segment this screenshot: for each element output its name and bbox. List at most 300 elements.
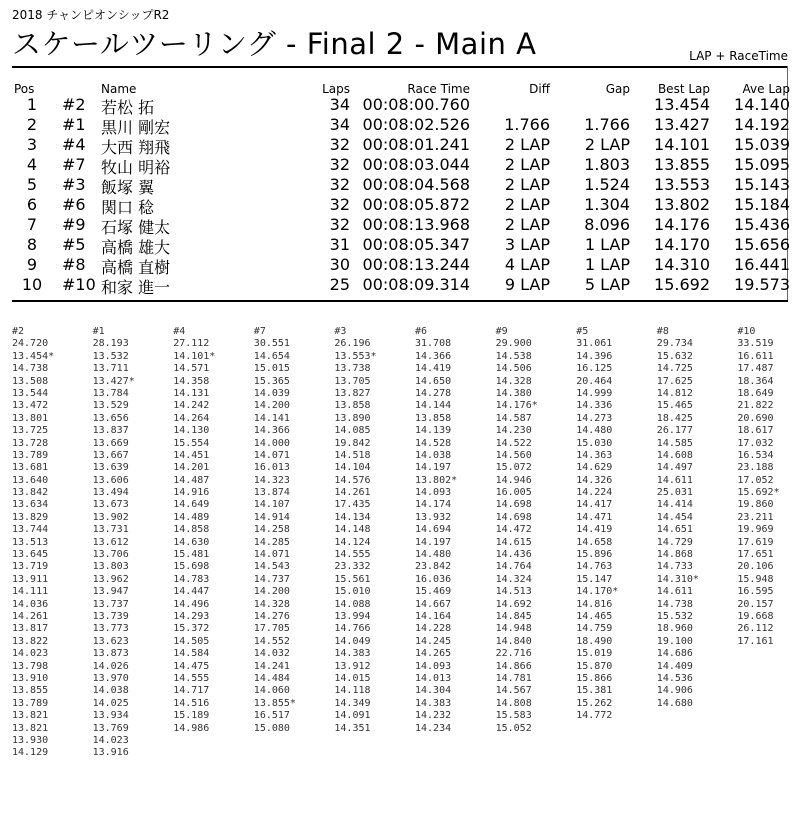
cell-car-number: #2 (62, 95, 86, 114)
lap-time: 18.649 (737, 387, 774, 399)
lap-time: 15.189 (173, 710, 210, 722)
lap-time: 15.372 (173, 623, 210, 635)
lap-time: 23.332 (334, 561, 371, 573)
cell-laps: 32 (329, 215, 350, 234)
lap-time: 14.480 (415, 549, 452, 561)
lap-time: 14.812 (656, 387, 693, 399)
lap-time: 14.759 (576, 623, 613, 635)
lap-time: 14.484 (253, 672, 290, 684)
cell-car-number: #1 (62, 115, 86, 134)
lap-time: 13.930 (12, 734, 49, 746)
lap-time: 13.855 (12, 685, 49, 697)
lap-time: 14.197 (415, 462, 452, 474)
lap-time: 13.817 (12, 623, 49, 635)
lap-time: 15.052 (495, 722, 532, 734)
lap-time: 33.519 (737, 338, 774, 350)
lap-time: 14.230 (495, 425, 532, 437)
lap-column (496, 326, 576, 735)
lap-time: 13.916 (92, 747, 129, 759)
lap-time: 14.658 (576, 536, 613, 548)
table-row (0, 215, 800, 235)
lap-time: 14.611 (656, 474, 693, 486)
lap-time: 14.986 (173, 722, 210, 734)
lap-time: 14.528 (415, 437, 452, 449)
lap-time: 14.107 (253, 499, 290, 511)
lap-time: 14.383 (415, 697, 452, 709)
cell-car-number: #6 (62, 195, 86, 214)
lap-time: 13.494 (92, 487, 129, 499)
lap-time: 14.285 (253, 536, 290, 548)
cell-race-time: 00:08:00.760 (362, 95, 470, 114)
lap-time: 14.584 (173, 648, 210, 660)
lap-time: 26.196 (334, 338, 371, 350)
lap-time: 14.351 (334, 722, 371, 734)
lap-column-car: #4 (173, 326, 186, 337)
lap-time: 14.176* (495, 400, 538, 412)
lap-time: 14.516 (173, 697, 210, 709)
lap-time: 14.013 (415, 672, 452, 684)
lap-time: 15.481 (173, 549, 210, 561)
lap-time: 14.129 (12, 747, 49, 759)
lap-time: 14.513 (495, 586, 532, 598)
lap-time: 13.789 (12, 697, 49, 709)
lap-time: 14.039 (253, 387, 290, 399)
cell-race-time: 00:08:13.968 (362, 215, 470, 234)
lap-time: 13.532 (92, 350, 129, 362)
lap-time: 14.200 (253, 586, 290, 598)
lap-time: 13.837 (92, 425, 129, 437)
lap-time: 14.310* (656, 573, 699, 585)
cell-ave-lap: 15.656 (734, 235, 790, 254)
cell-diff: 2 LAP (504, 175, 550, 194)
lap-time: 15.080 (253, 722, 290, 734)
lap-time: 15.870 (576, 660, 613, 672)
lap-time: 13.902 (92, 511, 129, 523)
lap-time: 14.698 (495, 499, 532, 511)
lap-time: 15.465 (656, 400, 693, 412)
cell-pos: 9 (26, 255, 38, 274)
table-row (0, 115, 800, 135)
cell-gap: 1 LAP (584, 255, 630, 274)
lap-time: 14.232 (415, 710, 452, 722)
lap-time: 14.358 (173, 375, 210, 387)
lap-time: 14.124 (334, 536, 371, 548)
cell-best-lap: 13.427 (654, 115, 710, 134)
lap-time: 14.139 (415, 425, 452, 437)
lap-time: 13.970 (92, 672, 129, 684)
lap-time: 18.425 (656, 412, 693, 424)
lap-time: 17.705 (253, 623, 290, 635)
cell-race-time: 00:08:01.241 (362, 135, 470, 154)
table-row (0, 275, 800, 295)
lap-time: 14.224 (576, 487, 613, 499)
cell-gap: 2 LAP (584, 135, 630, 154)
lap-time: 14.916 (173, 487, 210, 499)
lap-time: 16.013 (253, 462, 290, 474)
lap-time: 13.858 (415, 412, 452, 424)
lap-time: 14.032 (253, 648, 290, 660)
lap-column (576, 326, 656, 723)
cell-best-lap: 14.176 (654, 215, 710, 234)
lap-time: 29.734 (656, 338, 693, 350)
cell-car-number: #4 (62, 135, 86, 154)
lap-time: 14.038 (415, 449, 452, 461)
lap-time: 13.711 (92, 363, 129, 375)
lap-time: 29.900 (495, 338, 532, 350)
lap-time: 14.451 (173, 449, 210, 461)
lap-time: 14.436 (495, 549, 532, 561)
lap-time: 14.419 (415, 363, 452, 375)
lap-time: 14.170* (576, 586, 619, 598)
cell-best-lap: 14.170 (654, 235, 710, 254)
lap-time: 15.010 (334, 586, 371, 598)
lap-column-car: #6 (415, 326, 428, 337)
lap-time: 14.698 (495, 511, 532, 523)
lap-time: 14.630 (173, 536, 210, 548)
lap-time: 14.273 (576, 412, 613, 424)
lap-time: 13.802* (415, 474, 458, 486)
lap-time: 14.245 (415, 635, 452, 647)
cell-diff: 9 LAP (504, 275, 550, 294)
cell-laps: 32 (329, 195, 350, 214)
lap-time: 14.650 (415, 375, 452, 387)
lap-time: 14.772 (576, 710, 613, 722)
lap-time: 14.781 (495, 672, 532, 684)
table-row (0, 155, 800, 175)
lap-time: 13.705 (334, 375, 371, 387)
cell-pos: 1 (26, 95, 38, 114)
lap-time: 17.435 (334, 499, 371, 511)
cell-ave-lap: 14.140 (734, 95, 790, 114)
lap-time: 13.706 (92, 549, 129, 561)
lap-time: 14.692 (495, 598, 532, 610)
lap-time: 17.651 (737, 549, 774, 561)
lap-time: 14.808 (495, 697, 532, 709)
lap-time: 14.543 (253, 561, 290, 573)
lap-column-car: #8 (656, 326, 669, 337)
lap-time: 13.738 (334, 363, 371, 375)
lap-time: 27.112 (173, 338, 210, 350)
lap-time: 23.188 (737, 462, 774, 474)
cell-race-time: 00:08:02.526 (362, 115, 470, 134)
cell-pos: 2 (26, 115, 38, 134)
lap-time: 14.264 (173, 412, 210, 424)
lap-time: 13.829 (12, 511, 49, 523)
lap-time: 13.508 (12, 375, 49, 387)
lap-time: 14.085 (334, 425, 371, 437)
lap-time: 16.595 (737, 586, 774, 598)
cell-gap: 8.096 (584, 215, 630, 234)
cell-best-lap: 14.310 (654, 255, 710, 274)
header-name: Name (101, 82, 137, 96)
lap-time: 13.911 (12, 573, 49, 585)
lap-time: 14.763 (576, 561, 613, 573)
lap-time: 13.855* (253, 697, 296, 709)
lap-column (254, 326, 334, 735)
lap-time: 18.960 (656, 623, 693, 635)
lap-time: 14.866 (495, 660, 532, 672)
lap-time: 15.015 (253, 363, 290, 375)
lap-time: 19.100 (656, 635, 693, 647)
lap-time: 13.725 (12, 425, 49, 437)
lap-time: 13.719 (12, 561, 49, 573)
header-pos: Pos (14, 82, 35, 96)
lap-time: 14.555 (334, 549, 371, 561)
lap-time: 14.417 (576, 499, 613, 511)
lap-time: 14.999 (576, 387, 613, 399)
lap-time: 13.801 (12, 412, 49, 424)
lap-time: 14.023 (92, 734, 129, 746)
lap-time: 14.134 (334, 511, 371, 523)
header-ave-lap: Ave Lap (742, 82, 790, 96)
cell-best-lap: 14.101 (654, 135, 710, 154)
lap-time: 18.490 (576, 635, 613, 647)
report-type-label: LAP + RaceTime (689, 49, 788, 63)
header-race-time: Race Time (407, 82, 470, 96)
table-row (0, 175, 800, 195)
lap-time: 14.026 (92, 660, 129, 672)
cell-diff: 4 LAP (504, 255, 550, 274)
cell-driver-name: 若松 拓 (101, 98, 155, 117)
lap-time: 13.798 (12, 660, 49, 672)
lap-time: 15.469 (415, 586, 452, 598)
lap-time: 14.323 (253, 474, 290, 486)
lap-time: 14.475 (173, 660, 210, 672)
lap-time: 14.858 (173, 524, 210, 536)
lap-time: 14.585 (656, 437, 693, 449)
table-row (0, 255, 800, 275)
lap-time: 14.091 (334, 710, 371, 722)
lap-time: 14.228 (415, 623, 452, 635)
lap-time: 14.487 (173, 474, 210, 486)
lap-time: 14.465 (576, 610, 613, 622)
lap-time: 14.118 (334, 685, 371, 697)
lap-time: 14.326 (576, 474, 613, 486)
lap-time: 15.019 (576, 648, 613, 660)
lap-time: 15.948 (737, 573, 774, 585)
lap-time: 17.625 (656, 375, 693, 387)
lap-time: 15.866 (576, 672, 613, 684)
lap-column-car: #9 (495, 326, 508, 337)
lap-time: 14.071 (253, 449, 290, 461)
lap-time: 15.262 (576, 697, 613, 709)
lap-time: 19.969 (737, 524, 774, 536)
lap-time: 13.873 (92, 648, 129, 660)
lap-time: 23.842 (415, 561, 452, 573)
lap-time: 13.553* (334, 350, 377, 362)
lap-column-car: #10 (737, 326, 756, 337)
lap-time: 24.720 (12, 338, 49, 350)
lap-time: 14.738 (656, 598, 693, 610)
lap-time: 20.157 (737, 598, 774, 610)
lap-time: 14.141 (253, 412, 290, 424)
lap-time: 14.536 (656, 672, 693, 684)
lap-time: 14.328 (253, 598, 290, 610)
lap-time: 13.731 (92, 524, 129, 536)
lap-time: 14.197 (415, 536, 452, 548)
lap-time: 13.769 (92, 722, 129, 734)
cell-gap: 1.766 (584, 115, 630, 134)
lap-time: 14.015 (334, 672, 371, 684)
lap-time: 14.472 (495, 524, 532, 536)
cell-ave-lap: 15.095 (734, 155, 790, 174)
header-laps: Laps (322, 82, 350, 96)
lap-time: 18.364 (737, 375, 774, 387)
cell-ave-lap: 15.039 (734, 135, 790, 154)
lap-time: 19.860 (737, 499, 774, 511)
lap-time: 14.667 (415, 598, 452, 610)
lap-time: 14.587 (495, 412, 532, 424)
lap-time: 14.101* (173, 350, 216, 362)
cell-diff: 2 LAP (504, 195, 550, 214)
lap-time: 23.211 (737, 511, 774, 523)
lap-time: 14.522 (495, 437, 532, 449)
lap-time: 14.845 (495, 610, 532, 622)
lap-time: 14.000 (253, 437, 290, 449)
cell-laps: 34 (329, 95, 350, 114)
cell-best-lap: 13.802 (654, 195, 710, 214)
lap-time: 14.611 (656, 586, 693, 598)
lap-time: 13.454* (12, 350, 55, 362)
lap-time: 13.947 (92, 586, 129, 598)
cell-driver-name: 石塚 健太 (101, 218, 171, 237)
lap-time: 13.827 (334, 387, 371, 399)
lap-time: 16.517 (253, 710, 290, 722)
lap-time: 14.496 (173, 598, 210, 610)
lap-column (334, 326, 414, 735)
lap-time: 13.634 (12, 499, 49, 511)
cell-car-number: #5 (62, 235, 86, 254)
lap-time: 14.576 (334, 474, 371, 486)
cell-race-time: 00:08:13.244 (362, 255, 470, 274)
cell-laps: 32 (329, 175, 350, 194)
cell-race-time: 00:08:04.568 (362, 175, 470, 194)
lap-time: 19.842 (334, 437, 371, 449)
lap-time: 14.560 (495, 449, 532, 461)
lap-time: 14.036 (12, 598, 49, 610)
table-top-rule (12, 66, 788, 68)
lap-time: 18.617 (737, 425, 774, 437)
lap-time: 14.948 (495, 623, 532, 635)
cell-diff: 1.766 (504, 115, 550, 134)
lap-time: 13.656 (92, 412, 129, 424)
lap-time: 14.555 (173, 672, 210, 684)
table-row (0, 195, 800, 215)
lap-column (173, 326, 253, 735)
cell-laps: 30 (329, 255, 350, 274)
cell-pos: 5 (26, 175, 38, 194)
lap-time: 16.125 (576, 363, 613, 375)
lap-time: 31.708 (415, 338, 452, 350)
cell-race-time: 00:08:05.872 (362, 195, 470, 214)
lap-time: 14.480 (576, 425, 613, 437)
lap-time: 14.396 (576, 350, 613, 362)
lap-time: 13.773 (92, 623, 129, 635)
lap-time: 14.130 (173, 425, 210, 437)
lap-time: 14.680 (656, 697, 693, 709)
lap-time: 16.534 (737, 449, 774, 461)
cell-laps: 25 (329, 275, 350, 294)
lap-time: 30.551 (253, 338, 290, 350)
cell-race-time: 00:08:09.314 (362, 275, 470, 294)
lap-time: 14.093 (415, 660, 452, 672)
lap-time: 14.144 (415, 400, 452, 412)
lap-time: 16.036 (415, 573, 452, 585)
lap-time: 14.608 (656, 449, 693, 461)
cell-gap: 5 LAP (584, 275, 630, 294)
lap-time: 14.174 (415, 499, 452, 511)
lap-time: 14.380 (495, 387, 532, 399)
lap-time: 14.738 (12, 363, 49, 375)
cell-pos: 7 (26, 215, 38, 234)
lap-time: 17.487 (737, 363, 774, 375)
lap-time: 15.072 (495, 462, 532, 474)
lap-time: 14.131 (173, 387, 210, 399)
lap-time: 14.733 (656, 561, 693, 573)
lap-time: 15.698 (173, 561, 210, 573)
cell-pos: 8 (26, 235, 38, 254)
lap-time: 13.737 (92, 598, 129, 610)
lap-time: 13.910 (12, 672, 49, 684)
lap-time: 17.032 (737, 437, 774, 449)
lap-time: 14.868 (656, 549, 693, 561)
lap-time: 14.023 (12, 648, 49, 660)
lap-time: 14.060 (253, 685, 290, 697)
table-row (0, 235, 800, 255)
cell-gap: 1 LAP (584, 235, 630, 254)
lap-time: 14.049 (334, 635, 371, 647)
header-diff: Diff (529, 82, 550, 96)
lap-time: 14.304 (415, 685, 452, 697)
lap-time: 17.619 (737, 536, 774, 548)
lap-time: 14.383 (334, 648, 371, 660)
lap-time: 15.554 (173, 437, 210, 449)
lap-time: 14.505 (173, 635, 210, 647)
lap-time: 28.193 (92, 338, 129, 350)
cell-car-number: #8 (62, 255, 86, 274)
cell-driver-name: 関口 稔 (101, 198, 155, 217)
lap-time: 14.261 (334, 487, 371, 499)
lap-time: 14.615 (495, 536, 532, 548)
lap-time: 13.673 (92, 499, 129, 511)
lap-time: 14.518 (334, 449, 371, 461)
lap-time: 15.381 (576, 685, 613, 697)
lap-time: 13.728 (12, 437, 49, 449)
cell-car-number: #9 (62, 215, 86, 234)
lap-time: 14.737 (253, 573, 290, 585)
lap-time: 14.328 (495, 375, 532, 387)
cell-gap: 1.524 (584, 175, 630, 194)
lap-time: 25.031 (656, 487, 693, 499)
cell-race-time: 00:08:03.044 (362, 155, 470, 174)
cell-driver-name: 高橋 雄大 (101, 238, 171, 257)
lap-column (415, 326, 495, 735)
lap-time: 13.962 (92, 573, 129, 585)
lap-time: 16.005 (495, 487, 532, 499)
lap-time: 13.669 (92, 437, 129, 449)
lap-time: 15.561 (334, 573, 371, 585)
lap-time: 14.471 (576, 511, 613, 523)
lap-time: 14.489 (173, 511, 210, 523)
cell-pos: 4 (26, 155, 38, 174)
lap-time: 15.532 (656, 610, 693, 622)
cell-laps: 34 (329, 115, 350, 134)
lap-time: 14.324 (495, 573, 532, 585)
lap-time: 14.258 (253, 524, 290, 536)
lap-column (657, 326, 737, 710)
cell-pos: 3 (26, 135, 38, 154)
lap-time: 22.716 (495, 648, 532, 660)
